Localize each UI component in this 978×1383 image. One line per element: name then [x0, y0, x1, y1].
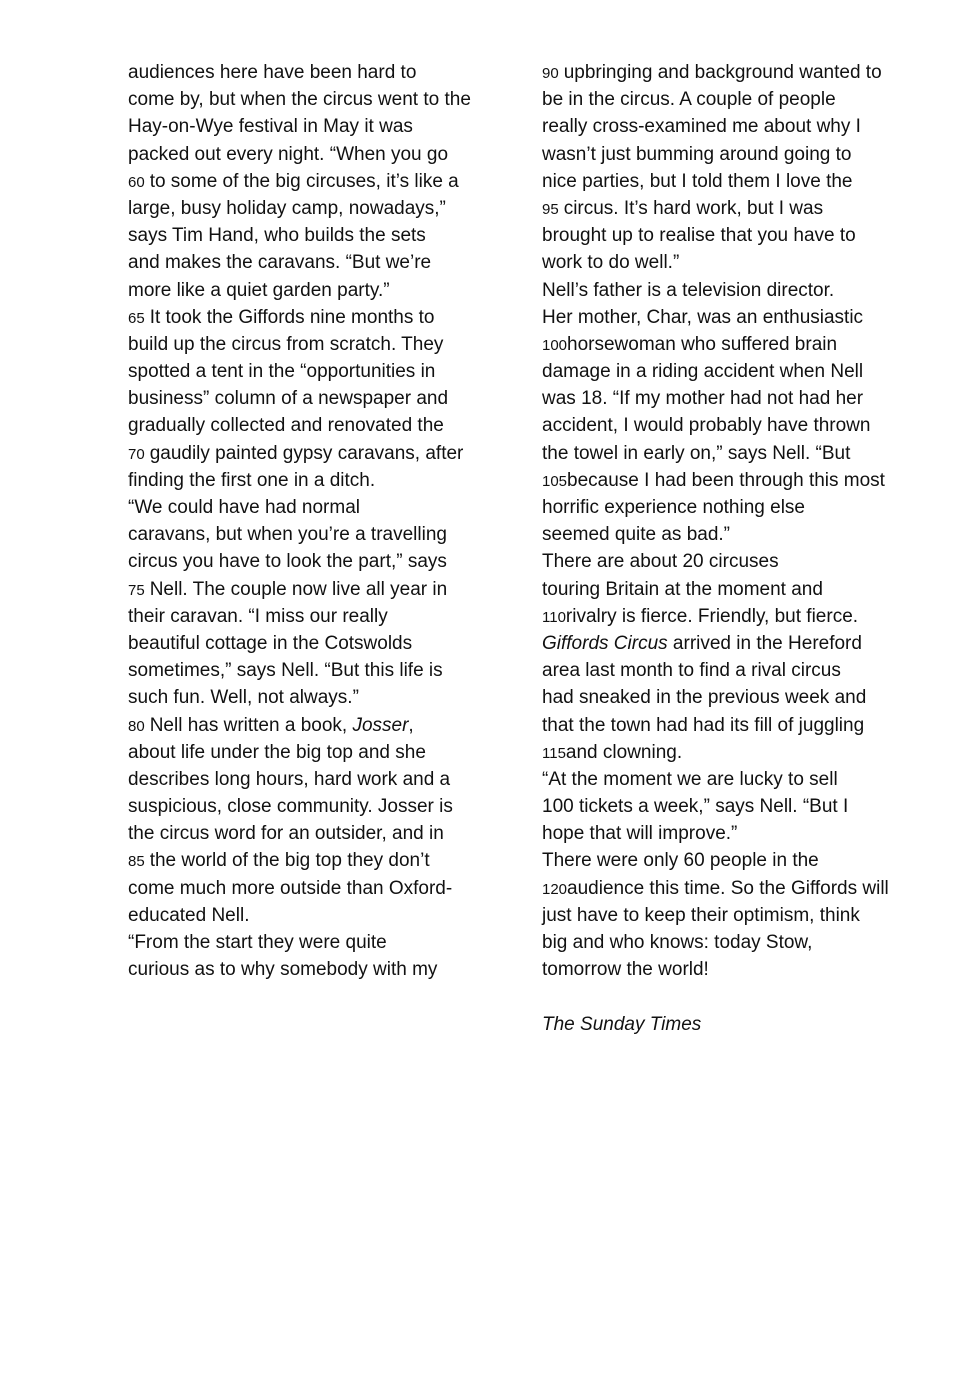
line-text: the circus word for an outsider, and in	[128, 823, 444, 845]
line-text: accident, I would probably have thrown	[542, 415, 871, 437]
text-line	[542, 331, 922, 358]
line-text: and clowning.	[565, 741, 683, 763]
line-text: because I had been through this most	[567, 469, 885, 491]
source-name: The Sunday Times	[542, 1013, 702, 1035]
text-line	[128, 249, 508, 276]
text-line	[128, 195, 508, 222]
line-text: had sneaked in the previous week and	[542, 687, 867, 709]
line-text: the towel in early on,” says Nell. “But	[542, 442, 851, 464]
text-line	[542, 222, 922, 249]
line-text: circus. It’s hard work, but I was	[563, 197, 824, 219]
text-line	[128, 603, 508, 630]
text-line	[128, 548, 508, 575]
line-text: There are about 20 circuses	[542, 551, 779, 573]
line-text: tomorrow the world!	[542, 959, 709, 981]
line-text: hope that will improve.”	[542, 823, 738, 845]
line-text: audience this time. So the Giffords will	[567, 877, 889, 899]
text-line	[128, 929, 508, 956]
line-text: seemed quite as bad.”	[542, 524, 731, 546]
line-text: and makes the caravans. “But we’re	[128, 252, 432, 274]
text-line	[542, 793, 922, 820]
text-line	[128, 820, 508, 847]
line-text: There were only 60 people in the	[542, 850, 819, 872]
line-text: arrived in the Hereford	[667, 632, 862, 654]
text-line	[128, 385, 508, 412]
line-text: ,	[408, 714, 414, 736]
text-line	[128, 494, 508, 521]
line-text: big and who knows: today Stow,	[542, 932, 813, 953]
line-text: to some of the big circuses, it’s like a	[149, 170, 459, 192]
line-text: touring Britain at the moment and	[542, 578, 823, 600]
text-line	[542, 249, 922, 276]
line-text: audiences here have been hard to	[128, 62, 417, 83]
text-line	[542, 195, 922, 222]
line-text: spotted a tent in the “opportunities in	[128, 361, 436, 383]
text-line	[542, 59, 922, 86]
line-text: area last month to find a rival circus	[542, 660, 841, 682]
text-line	[128, 576, 508, 603]
text-line	[542, 467, 922, 494]
line-text: their caravan. “I miss our really	[128, 605, 388, 627]
line-text: curious as to why somebody with my	[128, 959, 438, 981]
line-text: such fun. Well, not always.”	[128, 687, 359, 709]
line-text: caravans, but when you’re a travelling	[128, 524, 447, 546]
line-number: 85	[128, 853, 145, 871]
line-text: sometimes,” says Nell. “But this life is	[128, 660, 443, 682]
line-text: “At the moment we are lucky to sell	[542, 768, 838, 790]
line-number: 90	[542, 65, 559, 82]
italic-title: Josser	[352, 714, 409, 736]
line-text: really cross-examined me about why I	[542, 116, 861, 138]
line-text: horsewoman who suffered brain	[567, 333, 838, 355]
left-text-column	[128, 59, 508, 983]
text-line	[542, 875, 922, 902]
text-line	[128, 467, 508, 494]
line-text: Nell has written a book,	[149, 714, 353, 736]
text-line	[542, 929, 922, 956]
line-text: that the town had had its fill of juggling	[542, 714, 865, 736]
line-text: upbringing and background wanted to	[563, 62, 882, 83]
line-number: 105	[542, 472, 568, 490]
text-line	[128, 630, 508, 657]
line-text: describes long hours, hard work and a	[128, 768, 451, 790]
text-line	[128, 684, 508, 711]
text-line	[128, 440, 508, 467]
spacer	[542, 983, 922, 1010]
line-text: suspicious, close community. Josser is	[128, 796, 453, 818]
text-line	[542, 304, 922, 331]
text-line	[128, 766, 508, 793]
text-line	[128, 277, 508, 304]
line-number: 65	[128, 309, 145, 327]
line-text: 100 tickets a week,” says Nell. “But I	[542, 796, 849, 818]
line-text: wasn’t just bumming around going to	[542, 143, 852, 165]
line-text: more like a quiet garden party.”	[128, 279, 390, 301]
line-text: damage in a riding accident when Nell	[542, 361, 864, 383]
line-number: 100	[542, 336, 568, 354]
text-line	[542, 684, 922, 711]
text-line	[128, 875, 508, 902]
line-number: 120	[542, 880, 568, 898]
text-line	[128, 141, 508, 168]
line-number: 115	[542, 744, 566, 762]
text-line	[542, 113, 922, 140]
text-line	[542, 712, 922, 739]
line-text: large, busy holiday camp, nowadays,”	[128, 197, 446, 219]
text-line	[128, 86, 508, 113]
line-text: brought up to realise that you have to	[542, 225, 856, 247]
text-line	[128, 222, 508, 249]
line-text: the world of the big top they don’t	[149, 850, 430, 872]
text-line	[542, 385, 922, 412]
text-line	[542, 956, 922, 983]
line-text: just have to keep their optimism, think	[542, 904, 860, 926]
line-text: Her mother, Char, was an enthusiastic	[542, 306, 864, 328]
text-line	[128, 712, 508, 739]
text-line	[542, 766, 922, 793]
text-line	[128, 739, 508, 766]
line-text: finding the first one in a ditch.	[128, 469, 376, 491]
text-line	[542, 521, 922, 548]
text-line	[128, 956, 508, 983]
line-number: 75	[128, 581, 145, 599]
line-text: It took the Giffords nine months to	[149, 306, 435, 328]
text-line	[542, 576, 922, 603]
text-line	[128, 168, 508, 195]
text-line	[542, 86, 922, 113]
right-text-column	[542, 59, 922, 1038]
line-number: 110	[542, 608, 566, 626]
line-text: “From the start they were quite	[128, 932, 387, 953]
text-line	[542, 168, 922, 195]
text-line	[128, 521, 508, 548]
line-text: come by, but when the circus went to the	[128, 89, 471, 111]
text-line	[542, 358, 922, 385]
line-text: about life under the big top and she	[128, 741, 426, 763]
text-line	[128, 331, 508, 358]
line-text: gaudily painted gypsy caravans, after	[149, 442, 464, 464]
line-text: nice parties, but I told them I love the	[542, 170, 853, 192]
line-text: educated Nell.	[128, 904, 250, 926]
line-text: Nell’s father is a television director.	[542, 279, 835, 301]
line-text: circus you have to look the part,” says	[128, 551, 447, 573]
text-line	[542, 820, 922, 847]
line-text: says Tim Hand, who builds the sets	[128, 225, 426, 247]
line-text: come much more outside than Oxford-	[128, 877, 453, 899]
text-line	[542, 548, 922, 575]
text-line	[542, 440, 922, 467]
italic-title: Giffords Circus	[542, 632, 668, 654]
text-line	[542, 412, 922, 439]
text-line	[542, 277, 922, 304]
line-text: work to do well.”	[542, 252, 680, 274]
text-line	[128, 793, 508, 820]
line-text: packed out every night. “When you go	[128, 143, 449, 165]
text-line	[542, 630, 922, 657]
line-text: rivalry is fierce. Friendly, but fierce.	[565, 605, 859, 627]
text-line	[542, 657, 922, 684]
text-line	[128, 113, 508, 140]
line-text: “We could have had normal	[128, 497, 360, 518]
text-line	[128, 59, 508, 86]
text-line	[128, 657, 508, 684]
line-number: 70	[128, 445, 145, 463]
line-text: build up the circus from scratch. They	[128, 333, 444, 355]
text-line	[542, 739, 922, 766]
source-credit	[542, 1011, 922, 1038]
line-text: horrific experience nothing else	[542, 497, 805, 518]
line-text: be in the circus. A couple of people	[542, 89, 836, 111]
line-text: gradually collected and renovated the	[128, 415, 444, 437]
line-number: 60	[128, 173, 145, 191]
text-line	[128, 902, 508, 929]
line-text: Hay-on-Wye festival in May it was	[128, 116, 413, 138]
line-text: was 18. “If my mother had not had her	[542, 388, 864, 410]
text-line	[542, 847, 922, 874]
line-number: 95	[542, 200, 559, 218]
text-line	[542, 141, 922, 168]
line-number: 80	[128, 717, 145, 735]
text-line	[542, 603, 922, 630]
line-text: business” column of a newspaper and	[128, 388, 449, 410]
text-line	[128, 847, 508, 874]
text-line	[128, 304, 508, 331]
text-line	[128, 412, 508, 439]
line-text: beautiful cottage in the Cotswolds	[128, 632, 413, 654]
text-line	[128, 358, 508, 385]
text-line	[542, 902, 922, 929]
line-text: Nell. The couple now live all year in	[149, 578, 448, 600]
text-line	[542, 494, 922, 521]
